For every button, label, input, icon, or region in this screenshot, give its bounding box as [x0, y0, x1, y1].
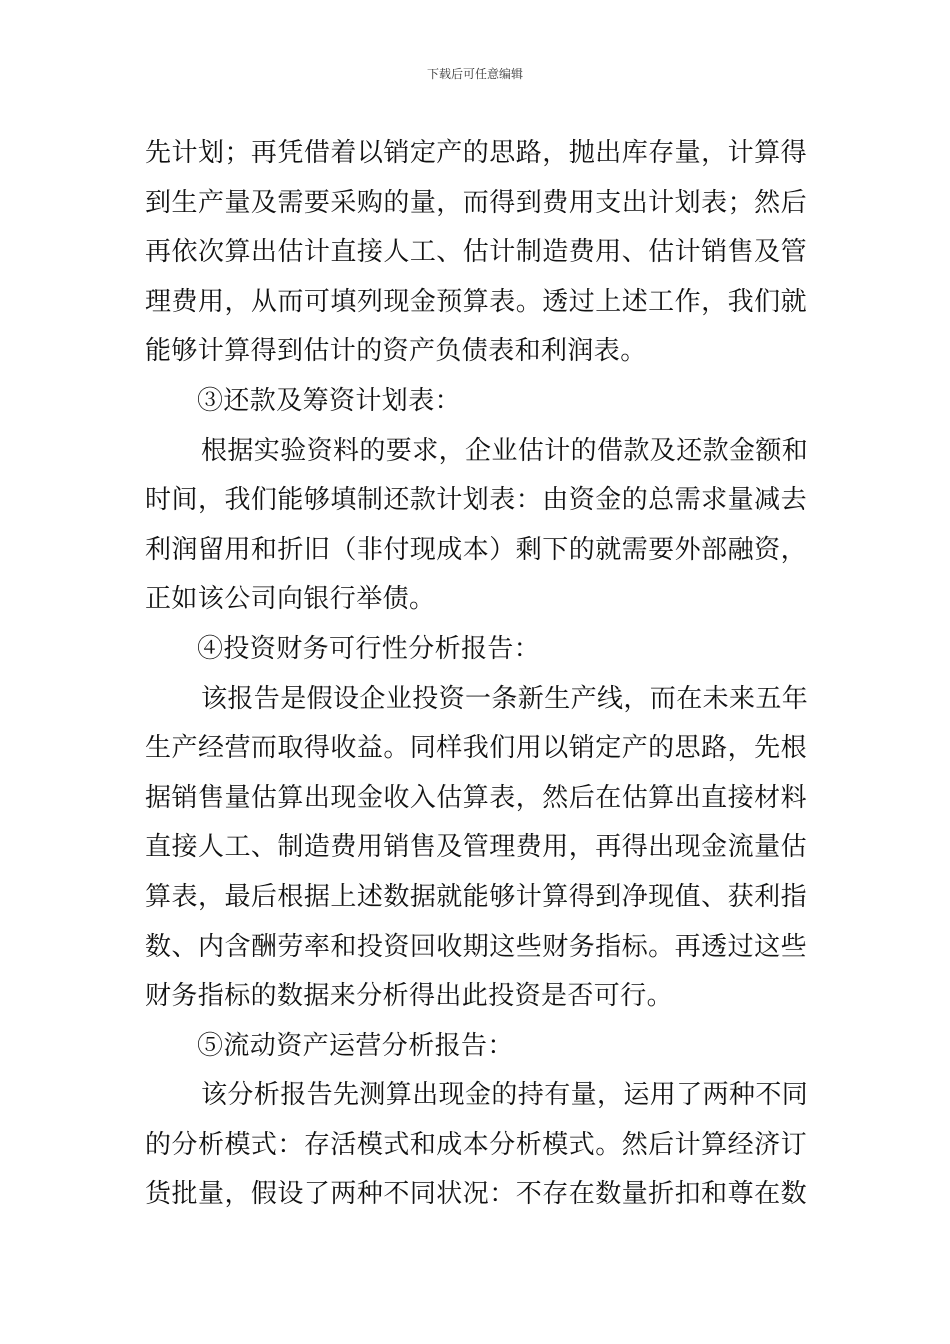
text-line: 数、内含酬劳率和投资回收期这些财务指标。再透过这些 [145, 931, 807, 962]
text-line: 算表，最后根据上述数据就能够计算得到净现值、获利指 [145, 881, 807, 912]
text-line: 能够计算得到估计的资产负债表和利润表。 [145, 336, 647, 367]
section-heading: ④投资财务可行性分析报告： [197, 633, 541, 664]
text-line: 财务指标的数据来分析得出此投资是否可行。 [145, 981, 674, 1012]
text-line: 时间，我们能够填制还款计划表：由资金的总需求量减去 [145, 485, 807, 516]
text-line: 货批量，假设了两种不同状况：不存在数量折扣和尊在数 [145, 1179, 807, 1210]
text-line: 再依次算出估计直接人工、估计制造费用、估计销售及管 [145, 237, 807, 268]
text-line: 到生产量及需要采购的量，而得到费用支出计划表；然后 [145, 187, 807, 218]
page-header: 下载后可任意编辑 [426, 67, 523, 81]
text-line: 的分析模式：存活模式和成本分析模式。然后计算经济订 [145, 1129, 807, 1160]
text-line: 据销售量估算出现金收入估算表，然后在估算出直接材料 [145, 782, 807, 813]
text-line: 先计划；再凭借着以销定产的思路，抛出库存量，计算得 [145, 138, 807, 168]
text-line: 根据实验资料的要求，企业估计的借款及还款金额和 [201, 435, 809, 466]
text-line: 直接人工、制造费用销售及管理费用，再得出现金流量估 [145, 832, 807, 863]
section-heading: ③还款及筹资计划表： [197, 385, 462, 416]
section-heading: ⑤流动资产运营分析报告： [197, 1030, 514, 1061]
text-line: 该分析报告先测算出现金的持有量，运用了两种不同 [201, 1080, 809, 1111]
text-line: 正如该公司向银行举债。 [145, 584, 436, 615]
text-line: 生产经营而取得收益。同样我们用以销定产的思路，先根 [145, 733, 807, 764]
text-line: 利润留用和折旧（非付现成本）剩下的就需要外部融资， [145, 534, 807, 565]
document-body [145, 129, 807, 1220]
text-line: 理费用，从而可填列现金预算表。透过上述工作，我们就 [145, 286, 807, 317]
text-line: 该报告是假设企业投资一条新生产线，而在未来五年 [201, 683, 809, 714]
